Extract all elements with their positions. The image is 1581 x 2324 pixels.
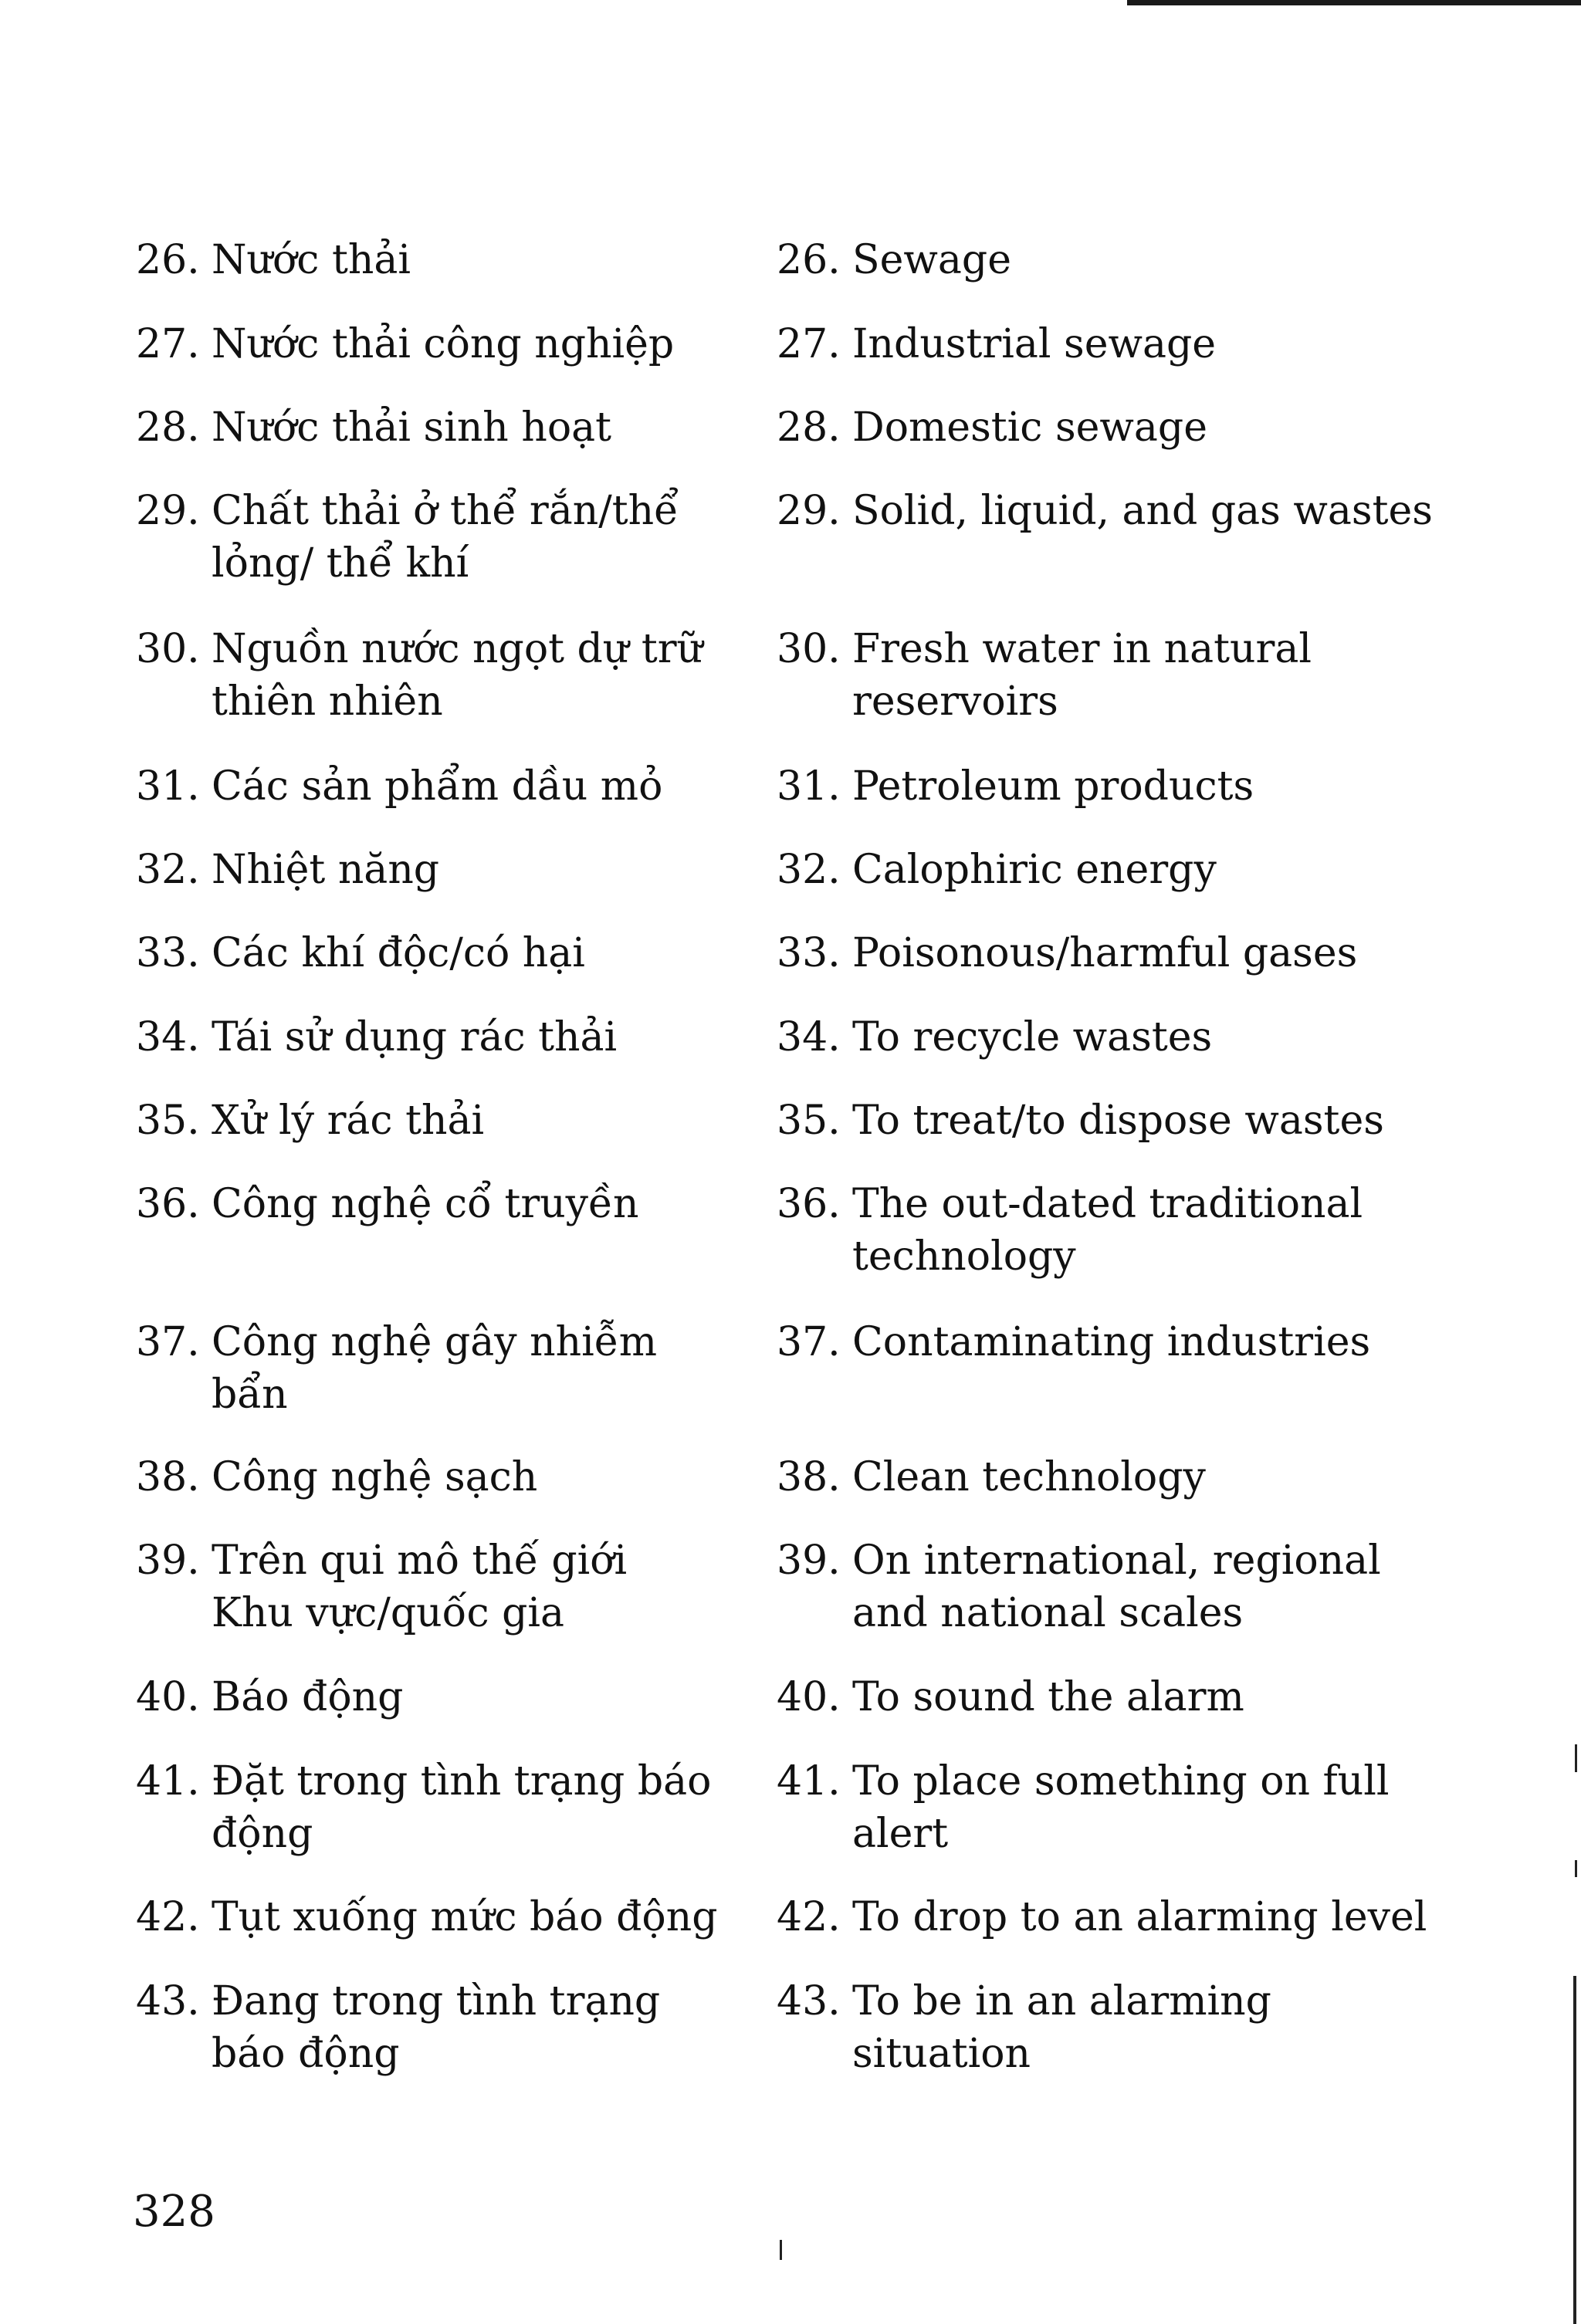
english-text: Sewage — [852, 237, 1011, 283]
english-term — [777, 760, 1471, 813]
english-text: To treat/to dispose wastes — [852, 1098, 1384, 1144]
vietnamese-text: Chất thải ở thể rắn/thể lỏng/ thể khí — [212, 488, 679, 587]
entry-number: 27. — [136, 321, 200, 367]
entry-number: 37. — [136, 1319, 200, 1365]
english-term — [777, 1671, 1471, 1724]
vietnamese-text: Tái sử dụng rác thải — [212, 1014, 618, 1061]
top-rule — [1127, 0, 1581, 5]
english-text: Domestic sewage — [852, 404, 1207, 451]
vietnamese-term — [136, 1451, 746, 1504]
vietnamese-text: Công nghệ gây nhiễm bẩn — [212, 1319, 658, 1418]
entry-number: 28. — [136, 404, 200, 451]
english-term — [777, 1094, 1471, 1147]
vietnamese-text: Trên qui mô thế giới Khu vực/quốc gia — [212, 1537, 628, 1636]
entry-number: 38. — [777, 1454, 841, 1500]
entry-number: 32. — [777, 847, 841, 893]
entry-number: 43. — [777, 1978, 841, 2025]
english-text: To sound the alarm — [852, 1674, 1244, 1720]
entry-number: 39. — [136, 1537, 200, 1584]
vietnamese-text: Nước thải — [212, 237, 411, 283]
entry-number: 36. — [136, 1181, 200, 1227]
entry-number: 37. — [777, 1319, 841, 1365]
entry-number: 42. — [777, 1894, 841, 1940]
english-term — [777, 1755, 1471, 1860]
entry-number: 31. — [136, 763, 200, 810]
entry-number: 29. — [136, 488, 200, 534]
entry-number: 41. — [777, 1758, 841, 1805]
vietnamese-text: Nước thải công nghiệp — [212, 321, 675, 367]
english-term — [777, 401, 1471, 454]
vietnamese-term — [136, 844, 746, 896]
english-text: Industrial sewage — [852, 321, 1217, 367]
english-term — [777, 1534, 1471, 1639]
entry-number: 36. — [777, 1181, 841, 1227]
english-term — [777, 1011, 1471, 1064]
entry-number: 26. — [777, 237, 841, 283]
english-term — [777, 1891, 1471, 1943]
vietnamese-term — [136, 234, 746, 286]
entry-number: 40. — [777, 1674, 841, 1720]
english-term — [777, 844, 1471, 896]
entry-number: 34. — [777, 1014, 841, 1061]
scan-speck — [1575, 1744, 1577, 1772]
vietnamese-text: Các sản phẩm dầu mỏ — [212, 763, 663, 810]
entry-number: 30. — [777, 626, 841, 672]
entry-number: 41. — [136, 1758, 200, 1805]
english-text: To place something on full alert — [852, 1758, 1390, 1857]
vietnamese-term — [136, 1316, 746, 1421]
english-text: Contaminating industries — [852, 1319, 1371, 1365]
vietnamese-term — [136, 401, 746, 454]
vietnamese-term — [136, 1178, 746, 1230]
vietnamese-term — [136, 1094, 746, 1147]
english-text: On international, regional and national scales — [852, 1537, 1381, 1636]
entry-number: 40. — [136, 1674, 200, 1720]
vietnamese-text: Công nghệ sạch — [212, 1454, 538, 1500]
entry-number: 43. — [136, 1978, 200, 2025]
vietnamese-text: Nước thải sinh hoạt — [212, 404, 612, 451]
vietnamese-term — [136, 1011, 746, 1064]
vietnamese-term — [136, 318, 746, 370]
english-term — [777, 318, 1471, 370]
vietnamese-text: Công nghệ cổ truyền — [212, 1181, 639, 1227]
english-text: Solid, liquid, and gas wastes — [852, 488, 1433, 534]
entry-number: 29. — [777, 488, 841, 534]
english-term — [777, 927, 1471, 979]
english-term — [777, 1975, 1471, 2080]
english-text: Petroleum products — [852, 763, 1254, 810]
english-term — [777, 1178, 1471, 1283]
vietnamese-term — [136, 485, 746, 590]
vietnamese-text: Báo động — [212, 1674, 404, 1720]
page-number: 328 — [133, 2187, 215, 2237]
english-term — [777, 1451, 1471, 1504]
english-term — [777, 234, 1471, 286]
english-term — [777, 1316, 1471, 1368]
vietnamese-text: Các khí độc/có hại — [212, 930, 585, 976]
vietnamese-term — [136, 927, 746, 979]
entry-number: 32. — [136, 847, 200, 893]
vietnamese-text: Đặt trong tình trạng báo động — [212, 1758, 712, 1857]
vietnamese-term — [136, 760, 746, 813]
english-text: To recycle wastes — [852, 1014, 1213, 1061]
vietnamese-term — [136, 1891, 746, 1943]
entry-number: 30. — [136, 626, 200, 672]
entry-number: 39. — [777, 1537, 841, 1584]
scan-edge — [1573, 1976, 1576, 2324]
vietnamese-text: Đang trong tình trạng báo động — [212, 1978, 661, 2077]
vietnamese-term — [136, 623, 746, 728]
english-text: Fresh water in natural reservoirs — [852, 626, 1312, 725]
entry-number: 38. — [136, 1454, 200, 1500]
vietnamese-text: Xử lý rác thải — [212, 1098, 485, 1144]
entry-number: 34. — [136, 1014, 200, 1061]
entry-number: 35. — [777, 1098, 841, 1144]
vietnamese-text: Nguồn nước ngọt dự trữ thiên nhiên — [212, 626, 703, 725]
entry-number: 33. — [136, 930, 200, 976]
entry-number: 27. — [777, 321, 841, 367]
english-text: Poisonous/harmful gases — [852, 930, 1358, 976]
scan-speck — [1575, 1860, 1577, 1877]
entry-number: 28. — [777, 404, 841, 451]
entry-number: 33. — [777, 930, 841, 976]
entry-number: 35. — [136, 1098, 200, 1144]
english-text: The out-dated traditional technology — [852, 1181, 1363, 1280]
english-text: To be in an alarming situation — [852, 1978, 1271, 2077]
vietnamese-term — [136, 1755, 746, 1860]
english-text: Clean technology — [852, 1454, 1206, 1500]
vietnamese-term — [136, 1671, 746, 1724]
scan-speck — [780, 2240, 782, 2260]
vietnamese-text: Nhiệt năng — [212, 847, 440, 893]
entry-number: 31. — [777, 763, 841, 810]
entry-number: 26. — [136, 237, 200, 283]
vietnamese-term — [136, 1534, 746, 1639]
english-text: Calophiric energy — [852, 847, 1217, 893]
vietnamese-term — [136, 1975, 746, 2080]
vietnamese-text: Tụt xuống mức báo động — [212, 1894, 718, 1940]
english-term — [777, 485, 1471, 537]
entry-number: 42. — [136, 1894, 200, 1940]
english-text: To drop to an alarming level — [852, 1894, 1427, 1940]
english-term — [777, 623, 1471, 728]
